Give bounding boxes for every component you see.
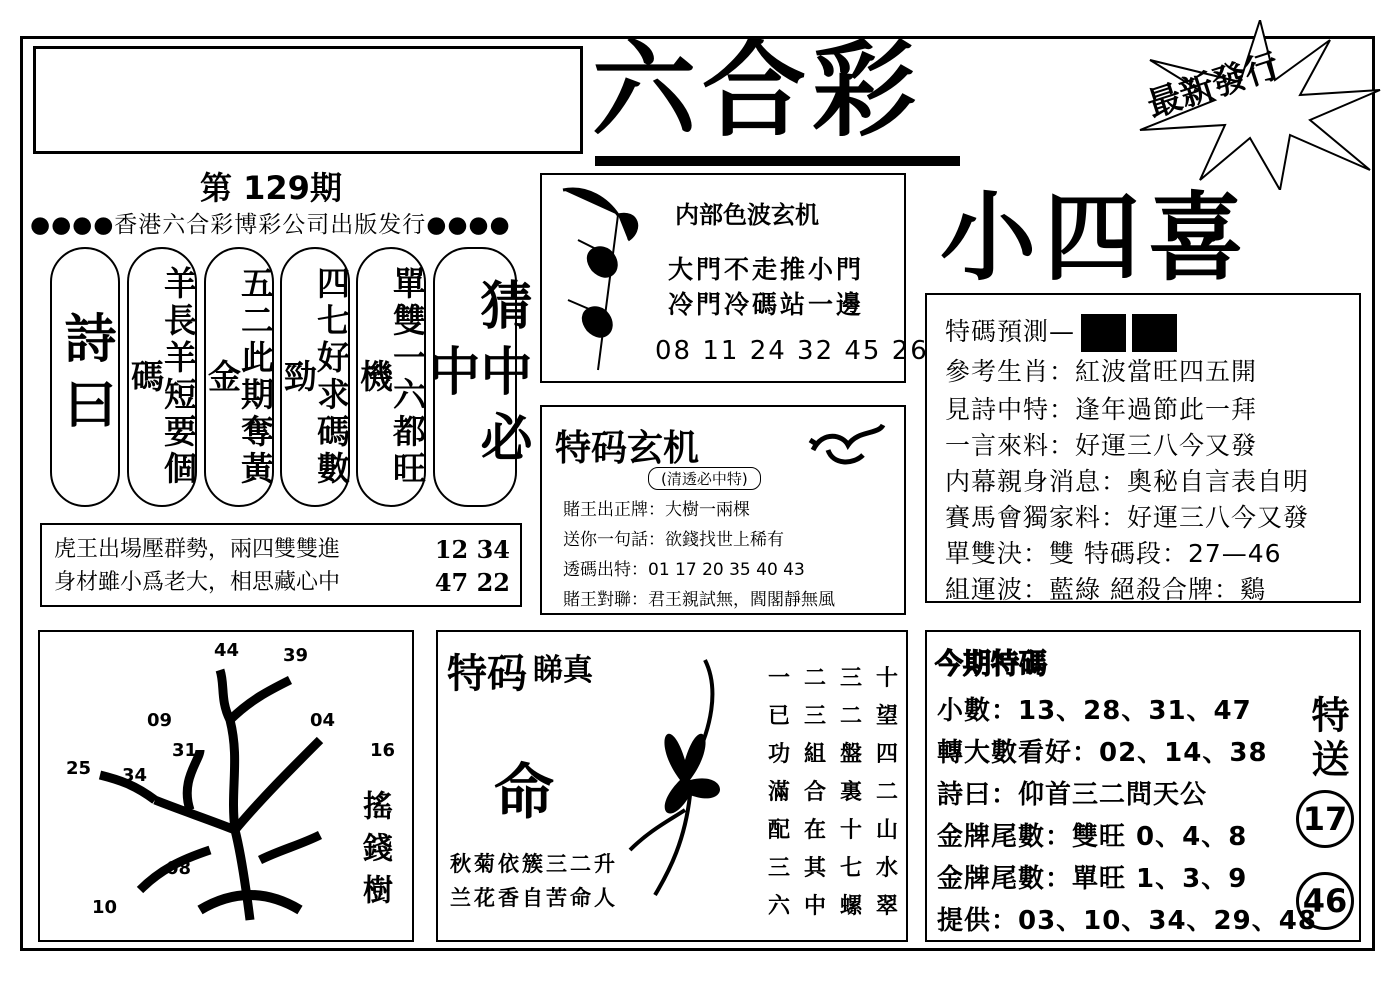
tema-title: 特码玄机 bbox=[555, 427, 700, 469]
fate-grid bbox=[765, 660, 937, 924]
inner-line-2: 冷門冷碼站一邊 bbox=[668, 290, 865, 319]
verse-row bbox=[54, 533, 510, 566]
grid-cell: 七 bbox=[839, 855, 862, 881]
today-line-5: 金牌尾數：單旺 1、3、9 bbox=[937, 864, 1248, 894]
today-line-4: 金牌尾數：雙旺 0、4、8 bbox=[937, 822, 1248, 852]
verse-text: 身材雖小爲老大，相思藏心中 bbox=[54, 570, 341, 595]
prediction-line-7: 組運波：藍綠 絕殺合牌：鷄 bbox=[945, 575, 1266, 604]
fate-character: 命 bbox=[494, 758, 554, 828]
tree-number: 10 bbox=[92, 897, 118, 918]
grid-cell: 二 bbox=[803, 665, 826, 691]
inner-line-1: 大門不走推小門 bbox=[668, 255, 865, 284]
grid-cell: 滿 bbox=[767, 779, 790, 805]
prediction-header-text: 特碼預測— bbox=[945, 317, 1076, 346]
verse-numbers: 47 22 bbox=[434, 568, 510, 597]
grid-cell: 十 bbox=[839, 817, 862, 843]
tree-number: 09 bbox=[147, 710, 173, 731]
sub-title: 小四喜 bbox=[940, 182, 1252, 294]
money-tree-label: 搖錢樹 bbox=[357, 790, 392, 916]
redacted-block bbox=[1132, 314, 1177, 352]
grid-cell: 四 bbox=[875, 741, 898, 767]
verse-text: 虎王出場壓群勢，兩四雙雙進 bbox=[54, 537, 341, 562]
today-line-1: 小數：13、28、31、47 bbox=[937, 696, 1252, 726]
grid-cell: 三 bbox=[839, 665, 862, 691]
grid-cell: 合 bbox=[803, 779, 826, 805]
blank-header-box bbox=[33, 46, 583, 154]
fate-poem-2: 兰花香自苦命人 bbox=[450, 885, 618, 910]
prediction-line-2: 見詩中特：逢年過節此一拜 bbox=[945, 395, 1258, 424]
prediction-line-1: 參考生肖：紅波當旺四五開 bbox=[945, 357, 1258, 386]
special-send-label: 特送 bbox=[1305, 695, 1350, 783]
grid-cell: 在 bbox=[803, 817, 826, 843]
tree-icon bbox=[60, 660, 350, 930]
grid-cell: 盤 bbox=[839, 741, 862, 767]
prediction-line-5: 賽馬會獨家料：好運三八今又發 bbox=[945, 503, 1310, 532]
grid-cell: 三 bbox=[803, 703, 826, 729]
verse-numbers: 12 34 bbox=[434, 535, 510, 564]
grid-cell: 望 bbox=[875, 703, 898, 729]
grid-cell: 其 bbox=[803, 855, 826, 881]
today-line-6: 提供：03、10、34、29、48 bbox=[937, 906, 1317, 936]
fate-poem-1: 秋菊依簇三二升 bbox=[450, 851, 618, 876]
grid-cell: 山 bbox=[875, 817, 898, 843]
grid-cell: 二 bbox=[839, 703, 862, 729]
grid-cell: 水 bbox=[875, 855, 898, 881]
grid-cell: 已 bbox=[767, 703, 790, 729]
tree-number: 31 bbox=[172, 740, 198, 761]
tree-number: 08 bbox=[166, 858, 192, 879]
grid-cell: 三 bbox=[767, 855, 790, 881]
redacted-block bbox=[1081, 314, 1126, 352]
tema-line-3: 透碼出特：01 17 20 35 40 43 bbox=[563, 560, 805, 580]
tree-number: 34 bbox=[122, 765, 148, 786]
grid-cell: 配 bbox=[767, 817, 790, 843]
badge-text: 最新發行 bbox=[1142, 45, 1285, 126]
grid-cell: 螺 bbox=[839, 893, 862, 919]
publisher-line: ●●●●香港六合彩博彩公司出版发行●●●● bbox=[30, 212, 511, 238]
grid-cell: 中 bbox=[803, 893, 826, 919]
poem-pill-5: 單雙一六都旺機 bbox=[356, 247, 426, 507]
special-number-2: 46 bbox=[1296, 872, 1354, 930]
prediction-line-6: 單雙決：雙 特碼段：27—46 bbox=[945, 539, 1282, 568]
grid-cell: 組 bbox=[803, 741, 826, 767]
grid-cell: 十 bbox=[875, 665, 898, 691]
dragon-icon bbox=[808, 420, 888, 470]
poem-pill-2: 羊長羊短要個碼 bbox=[127, 247, 197, 507]
tree-number: 39 bbox=[283, 645, 309, 666]
prediction-header bbox=[945, 312, 1177, 352]
today-line-2: 轉大數看好：02、14、38 bbox=[937, 738, 1268, 768]
special-number-1: 17 bbox=[1296, 790, 1354, 848]
inner-title: 内部色波玄机 bbox=[675, 200, 819, 229]
fate-title: 特码 bbox=[447, 650, 527, 697]
grid-cell: 一 bbox=[767, 665, 790, 691]
poem-pill-4: 四七好求碼數勁 bbox=[280, 247, 350, 507]
tema-line-2: 送你一句話：欲錢找世上稀有 bbox=[563, 530, 784, 550]
poem-pill-6: 猜中必中 bbox=[433, 247, 517, 507]
grid-cell: 裏 bbox=[839, 779, 862, 805]
poem-pill-3: 五二此期奪黃金 bbox=[204, 247, 274, 507]
grid-cell: 翠 bbox=[875, 893, 898, 919]
flower-icon bbox=[548, 180, 648, 375]
today-title: 今期特碼 bbox=[935, 647, 1048, 680]
inner-numbers: 08 11 24 32 45 26 bbox=[655, 336, 929, 366]
tree-number: 44 bbox=[214, 640, 240, 661]
poem-pill-1: 詩曰 bbox=[50, 247, 120, 507]
title-underline bbox=[595, 150, 960, 170]
tema-line-4: 賭王對聯：君王親試無，閻閣靜無風 bbox=[563, 590, 835, 610]
verse-row bbox=[54, 566, 510, 599]
tema-subtitle: (清透必中特) bbox=[648, 467, 761, 490]
tema-line-1: 賭王出正牌：大樹一兩棵 bbox=[563, 500, 750, 520]
tree-number: 25 bbox=[66, 758, 92, 779]
prediction-line-3: 一言來料：好運三八今又發 bbox=[945, 431, 1258, 460]
grid-cell: 二 bbox=[875, 779, 898, 805]
tree-number: 04 bbox=[310, 710, 336, 731]
today-line-3: 詩曰：仰首三二問天公 bbox=[937, 780, 1208, 810]
tree-number: 16 bbox=[370, 740, 396, 761]
fate-title-2: 睇真 bbox=[533, 653, 593, 688]
main-title: 六合彩 bbox=[592, 29, 923, 151]
issue-number: 第 129期 bbox=[200, 169, 342, 207]
grid-cell: 六 bbox=[767, 893, 790, 919]
prediction-line-4: 内幕親身消息：奧秘自言表自明 bbox=[945, 467, 1310, 496]
verse-box bbox=[40, 523, 522, 607]
orchid-icon bbox=[610, 650, 750, 900]
grid-cell: 功 bbox=[767, 741, 790, 767]
